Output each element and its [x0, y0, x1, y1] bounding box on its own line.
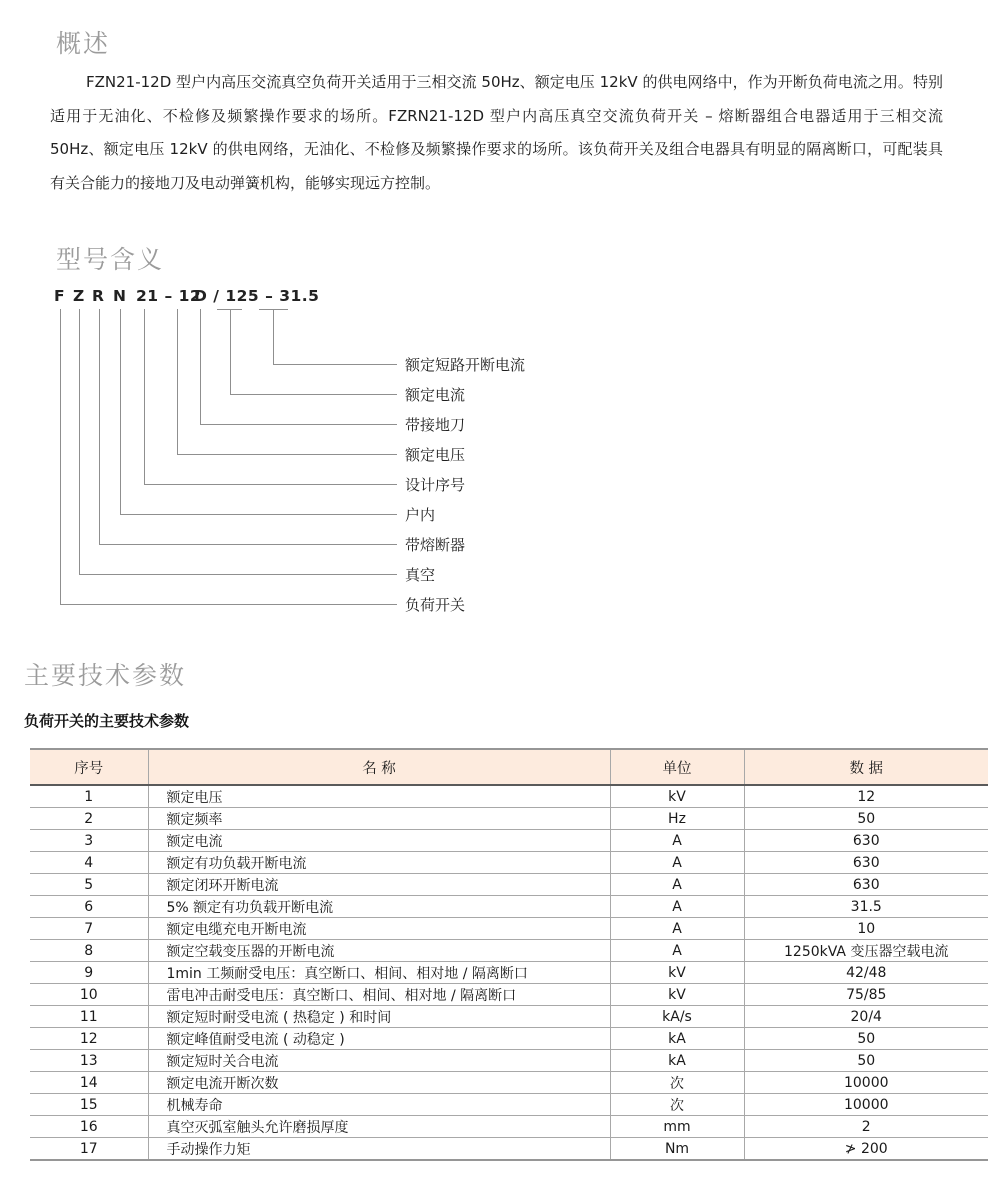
table-cell: 15 [30, 1094, 148, 1116]
table-cell: 42/48 [744, 962, 988, 984]
table-row [30, 1006, 988, 1028]
table-cell: 17 [30, 1138, 148, 1161]
table-cell: kV [610, 962, 744, 984]
table-cell: kA/s [610, 1006, 744, 1028]
table-cell: 8 [30, 940, 148, 962]
overview-heading: 概述 [56, 29, 111, 58]
table-cell: 1min 工频耐受电压：真空断口、相间、相对地 / 隔离断口 [148, 962, 610, 984]
table-cell: 手动操作力矩 [148, 1138, 610, 1161]
designation-label: 真空 [405, 566, 436, 584]
table-cell: 6 [30, 896, 148, 918]
table-cell: 额定频率 [148, 808, 610, 830]
table-row [30, 1072, 988, 1094]
table-cell: 1250kVA 变压器空载电流 [744, 940, 988, 962]
table-cell: 12 [744, 785, 988, 808]
table-cell: 7 [30, 918, 148, 940]
table-cell: 1 [30, 785, 148, 808]
table-cell: 14 [30, 1072, 148, 1094]
table-cell: 次 [610, 1094, 744, 1116]
model-code-segment: F [54, 287, 66, 305]
table-row [30, 918, 988, 940]
table-row [30, 785, 988, 808]
designation-connector-line [273, 309, 397, 365]
table-cell: 10 [744, 918, 988, 940]
table-cell: 2 [744, 1116, 988, 1138]
table-row [30, 984, 988, 1006]
table-cell: 13 [30, 1050, 148, 1072]
model-code-segment: D / 125 – 31.5 [194, 287, 320, 305]
table-cell: A [610, 896, 744, 918]
designation-label: 设计序号 [405, 476, 466, 494]
table-cell: 11 [30, 1006, 148, 1028]
table-cell: 次 [610, 1072, 744, 1094]
designation-label: 额定电压 [405, 446, 466, 464]
params-table [30, 748, 988, 1161]
table-cell: kA [610, 1050, 744, 1072]
table-cell: 2 [30, 808, 148, 830]
table-cell: mm [610, 1116, 744, 1138]
table-cell: 机械寿命 [148, 1094, 610, 1116]
table-cell: 额定闭环开断电流 [148, 874, 610, 896]
table-cell: 630 [744, 874, 988, 896]
table-cell: 额定电缆充电开断电流 [148, 918, 610, 940]
designation-label: 带熔断器 [405, 536, 466, 554]
params-heading: 主要技术参数 [24, 661, 187, 690]
table-row [30, 830, 988, 852]
table-cell: 10000 [744, 1072, 988, 1094]
table-cell: 50 [744, 1050, 988, 1072]
table-cell: 630 [744, 830, 988, 852]
model-code-segment: N [113, 287, 127, 305]
table-row [30, 962, 988, 984]
designation-label: 户内 [405, 506, 436, 524]
table-cell: 雷电冲击耐受电压：真空断口、相间、相对地 / 隔离断口 [148, 984, 610, 1006]
table-cell: 额定短时耐受电流 ( 热稳定 ) 和时间 [148, 1006, 610, 1028]
designation-connector-tbar [259, 309, 288, 310]
table-cell: 额定空载变压器的开断电流 [148, 940, 610, 962]
table-cell: 31.5 [744, 896, 988, 918]
table-cell: 16 [30, 1116, 148, 1138]
table-header-cell: 单位 [610, 749, 744, 785]
table-header-cell: 名 称 [148, 749, 610, 785]
table-cell: A [610, 852, 744, 874]
table-cell: 9 [30, 962, 148, 984]
table-cell: A [610, 874, 744, 896]
designation-connector-tbar [217, 309, 242, 310]
table-cell: 12 [30, 1028, 148, 1050]
table-cell: A [610, 940, 744, 962]
model-code [0, 287, 1008, 309]
table-cell: kV [610, 984, 744, 1006]
table-cell: 额定短时关合电流 [148, 1050, 610, 1072]
table-cell: 5 [30, 874, 148, 896]
table-cell: A [610, 918, 744, 940]
table-cell: 3 [30, 830, 148, 852]
table-cell: Hz [610, 808, 744, 830]
table-cell: 额定电流 [148, 830, 610, 852]
table-cell: Nm [610, 1138, 744, 1161]
table-cell: 630 [744, 852, 988, 874]
designation-label: 额定短路开断电流 [405, 356, 526, 374]
table-cell: kV [610, 785, 744, 808]
table-row [30, 1094, 988, 1116]
table-row [30, 1050, 988, 1072]
designation-label: 带接地刀 [405, 416, 466, 434]
table-cell: 50 [744, 808, 988, 830]
params-subtitle: 负荷开关的主要技术参数 [24, 712, 190, 730]
table-cell: A [610, 830, 744, 852]
model-heading: 型号含义 [56, 245, 165, 274]
table-header-row [30, 749, 988, 785]
table-row [30, 1116, 988, 1138]
table-cell: 额定有功负载开断电流 [148, 852, 610, 874]
table-row [30, 808, 988, 830]
table-row [30, 852, 988, 874]
model-code-segment: R [92, 287, 105, 305]
table-cell: 额定峰值耐受电流 ( 动稳定 ) [148, 1028, 610, 1050]
designation-label: 额定电流 [405, 386, 466, 404]
table-header-cell: 数 据 [744, 749, 988, 785]
table-cell: kA [610, 1028, 744, 1050]
designation-label: 负荷开关 [405, 596, 466, 614]
table-cell: 10 [30, 984, 148, 1006]
table-cell: 5% 额定有功负载开断电流 [148, 896, 610, 918]
model-code-segment: Z [73, 287, 85, 305]
overview-paragraph: FZN21-12D 型户内高压交流真空负荷开关适用于三相交流 50Hz、额定电压 12kV 的供电网络中，作为开断负荷电流之用。特别适用于无油化、不检修及频繁操作要求的场所。FZRN21-12D 型户内高压真空交流负荷开关 – 熔断器组合电器适用于三相交流 50Hz、额定电压 12kV 的供电网络，无油化、不检修及频繁操作要求的场所。该负荷开关及组合电器具有明显的隔离断口，可配装具有关合能力的接地刀及电动弹簧机构，能够实现远方控制。 [50, 73, 943, 192]
table-cell: 额定电流开断次数 [148, 1072, 610, 1094]
table-cell: ≯ 200 [844, 1140, 888, 1157]
table-cell: 真空灭弧室触头允许磨损厚度 [148, 1116, 610, 1138]
table-row [30, 1138, 988, 1161]
table-cell: 50 [744, 1028, 988, 1050]
model-code-segment: 21 – 12 [136, 287, 202, 305]
table-header-cell: 序号 [30, 749, 148, 785]
table-cell: 75/85 [744, 984, 988, 1006]
table-cell: 4 [30, 852, 148, 874]
table-row [30, 940, 988, 962]
table-row [30, 1028, 988, 1050]
table-row [30, 874, 988, 896]
table-row [30, 896, 988, 918]
table-cell: 额定电压 [148, 785, 610, 808]
table-cell: 10000 [744, 1094, 988, 1116]
table-cell: 20/4 [744, 1006, 988, 1028]
